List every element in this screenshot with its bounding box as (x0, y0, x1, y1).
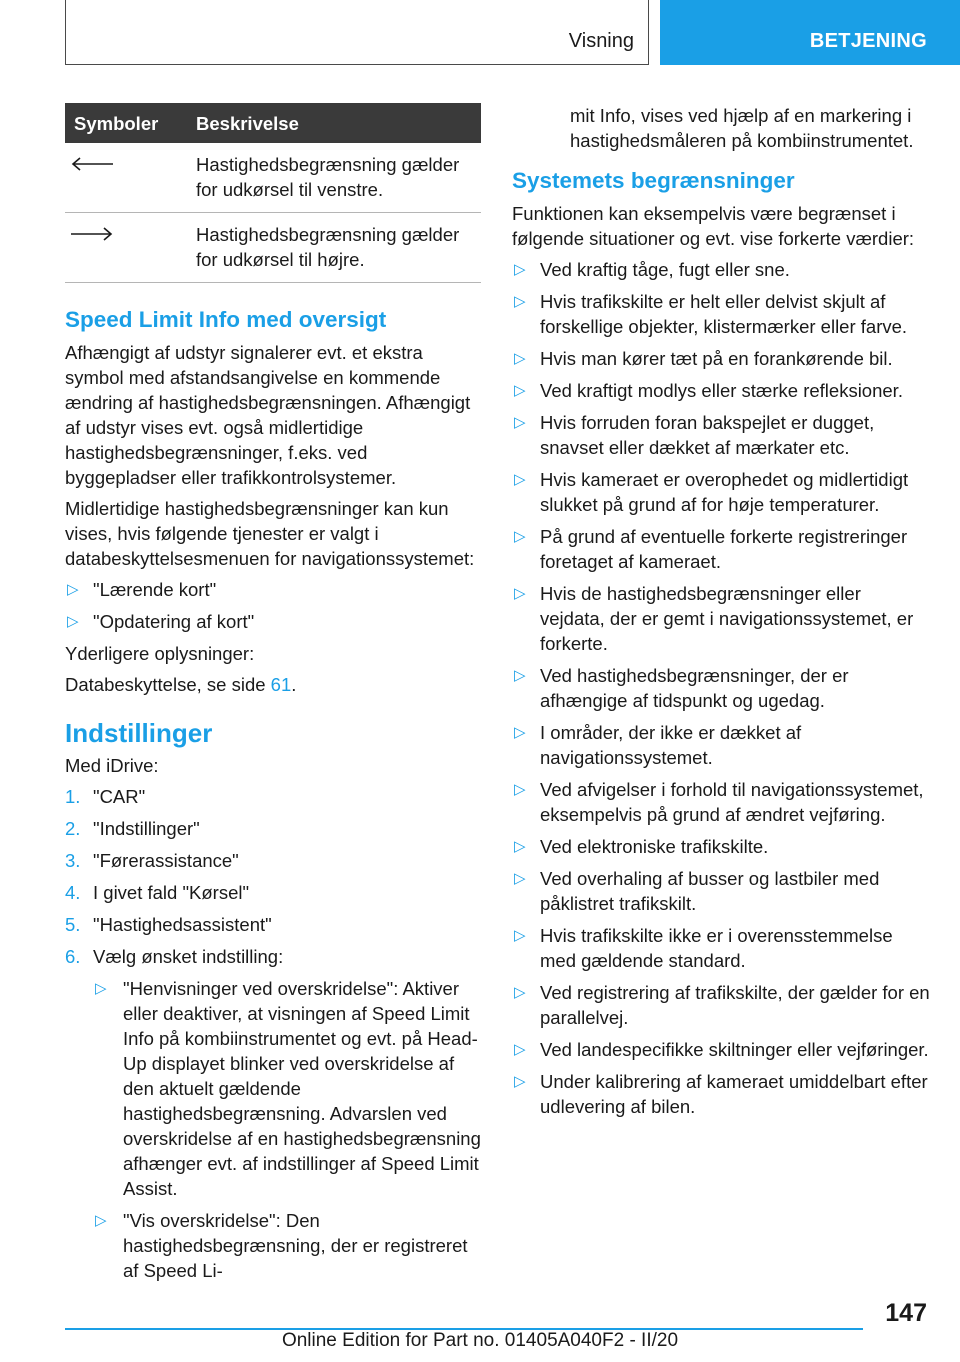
list-item: ▷ Hvis kameraet er overophedet og midlertidigt slukket på grund af for høje temperaturer. (514, 469, 909, 515)
triangle-bullet-icon: ▷ (514, 293, 526, 310)
header-section-box (65, 0, 649, 65)
list-item: ▷ Ved kraftig tåge, fugt eller sne. (514, 259, 790, 280)
footer-edition: Online Edition for Part no. 01405A040F2 - II/20 (281, 1330, 679, 1351)
limitations-heading: Systemets begrænsninger (512, 168, 795, 193)
settings-intro: Med iDrive: (65, 755, 159, 776)
triangle-bullet-icon: ▷ (95, 980, 107, 997)
left-column (65, 103, 481, 1290)
list-item: 6. Vælg ønsket indstilling: ▷ "Henvisninger ved overskridelse": Aktiver eller deaktiver, at visningen af Speed Limit Info på kombiinstrumentet og evt. på Head-Up displayet blinker ved overskridelse af den aktuelt gældende hastighedsbegrænsning. Advarslen ved overskridelse af en hastighedsbegrænsning afhænger evt. af indstillinger af Speed Limit Assist. ▷ "Vis overskridelse": Den hastighedsbegrænsning, der er registreret af Speed Li- (65, 946, 481, 1281)
list-item: ▷ Hvis trafikskilte ikke er i overensstemmelse med gældende standard. (514, 925, 893, 971)
list-item: ▷ Ved overhaling af busser og lastbiler med påklistret trafikskilt. (514, 868, 880, 914)
list-item: ▷ "Lærende kort" (67, 579, 217, 600)
table-cell-description: Hastighedsbegrænsning gælder for udkørsel til højre. (196, 213, 481, 283)
triangle-bullet-icon: ▷ (95, 1212, 107, 1229)
list-item: ▷ Hvis forruden foran bakspejlet er dugget, snavset eller dækket af mærkater etc. (514, 412, 875, 458)
list-item: ▷ "Opdatering af kort" (67, 611, 255, 632)
list-item: ▷ Hvis man kører tæt på en forankørende bil. (514, 348, 893, 369)
section-title: Visning (568, 30, 634, 52)
arrow-left-icon (70, 156, 114, 172)
triangle-bullet-icon: ▷ (514, 838, 526, 855)
list-item: ▷ I områder, der ikke er dækket af navigationssystemet. (514, 722, 802, 768)
triangle-bullet-icon: ▷ (514, 781, 526, 798)
limitations-list (512, 257, 930, 1119)
symbol-table (65, 103, 481, 283)
triangle-bullet-icon: ▷ (67, 581, 79, 598)
list-item: ▷ Hvis de hastighedsbegrænsninger eller vejdata, der er gemt i navigationssystemet, er forkerte. (514, 583, 914, 654)
list-item: ▷ Ved hastighedsbegrænsninger, der er afhængige af tidspunkt og ugedag. (514, 665, 849, 711)
triangle-bullet-icon: ▷ (514, 585, 526, 602)
list-item: ▷ "Vis overskridelse": Den hastighedsbegrænsning, der er registreret af Speed Li- (95, 1210, 468, 1281)
settings-steps (65, 784, 481, 1283)
table-cell-description: Hastighedsbegrænsning gælder for udkørsel til venstre. (196, 143, 481, 213)
services-list (65, 577, 481, 634)
arrow-right-icon (70, 226, 114, 242)
triangle-bullet-icon: ▷ (514, 1041, 526, 1058)
triangle-bullet-icon: ▷ (514, 984, 526, 1001)
header-chapter-tab (660, 0, 960, 65)
triangle-bullet-icon: ▷ (514, 414, 526, 431)
more-info-label: Yderligere oplysninger: (65, 643, 255, 664)
limitations-intro: Funktionen kan eksempelvis være begrænset i følgende situationer og evt. vise forkerte værdier: (512, 203, 915, 249)
table-row (65, 143, 481, 213)
settings-heading: Indstillinger (65, 718, 213, 748)
list-item: 4. I givet fald "Kørsel" (65, 882, 250, 903)
list-item: ▷ Hvis trafikskilte er helt eller delvist skjult af forskellige objekter, klistermærker eller farve. (514, 291, 908, 337)
speed-limit-paragraph-1: Afhængigt af udstyr signalerer evt. et ekstra symbol med afstandsangivelse en kommende ændring af hastighedsbegrænsningen. Afhængigt af udstyr vises evt. også midlertidige hastighedsbegrænsninger, f.eks. ved byggepladser eller trafikkontrolsystemer. (65, 342, 471, 488)
list-item: ▷ Under kalibrering af kameraet umiddelbart efter udlevering af bilen. (514, 1071, 928, 1117)
right-column (512, 103, 930, 1126)
triangle-bullet-icon: ▷ (514, 870, 526, 887)
list-item: 3. "Førerassistance" (65, 850, 239, 871)
table-header-row (65, 103, 481, 143)
list-item: ▷ Ved landespecifikke skiltninger eller vejføringer. (514, 1039, 929, 1060)
settings-options (93, 976, 481, 1283)
triangle-bullet-icon: ▷ (514, 667, 526, 684)
list-item: 2. "Indstillinger" (65, 818, 200, 839)
speed-limit-heading: Speed Limit Info med oversigt (65, 307, 387, 332)
triangle-bullet-icon: ▷ (514, 350, 526, 367)
triangle-bullet-icon: ▷ (514, 1073, 526, 1090)
page-number: 147 (885, 1299, 927, 1327)
list-item: ▷ Ved registrering af trafikskilte, der gælder for en parallelvej. (514, 982, 930, 1028)
continued-text: mit Info, vises ved hjælp af en markering i hastighedsmåleren på kombiinstrumentet. (570, 105, 914, 151)
reference-line: Databeskyttelse, se side 61. (65, 674, 297, 695)
table-header-symbols: Symboler (65, 103, 196, 143)
table-row (65, 213, 481, 283)
triangle-bullet-icon: ▷ (514, 528, 526, 545)
page-link[interactable]: 61 (270, 674, 292, 695)
triangle-bullet-icon: ▷ (514, 724, 526, 741)
triangle-bullet-icon: ▷ (67, 613, 79, 630)
chapter-title: BETJENING (809, 30, 927, 52)
list-item: ▷ Ved elektroniske trafikskilte. (514, 836, 769, 857)
triangle-bullet-icon: ▷ (514, 471, 526, 488)
triangle-bullet-icon: ▷ (514, 382, 526, 399)
list-item: ▷ "Henvisninger ved overskridelse": Aktiver eller deaktiver, at visningen af Speed Limit Info på kombiinstrumentet og evt. på Head-Up displayet blinker ved overskridelse af den aktuelt gældende hastighedsbegrænsning. Advarslen ved overskridelse af en hastighedsbegrænsning afhænger evt. af indstillinger af Speed Limit Assist. (95, 978, 481, 1199)
speed-limit-paragraph-2: Midlertidige hastighedsbegrænsninger kan kun vises, hvis følgende tjenester er valgt i databeskyttelsesmenuen for navigationssystemet: (65, 498, 475, 569)
list-item: ▷ Ved afvigelser i forhold til navigationssystemet, eksempelvis på grund af ændret vejføring. (514, 779, 924, 825)
list-item: 5. "Hastighedsassistent" (65, 914, 272, 935)
list-item: ▷ Ved kraftigt modlys eller stærke refleksioner. (514, 380, 903, 401)
table-header-description: Beskrivelse (196, 103, 481, 143)
list-item: ▷ På grund af eventuelle forkerte registreringer foretaget af kameraet. (514, 526, 908, 572)
list-item: 1. "CAR" (65, 786, 146, 807)
triangle-bullet-icon: ▷ (514, 927, 526, 944)
triangle-bullet-icon: ▷ (514, 261, 526, 278)
